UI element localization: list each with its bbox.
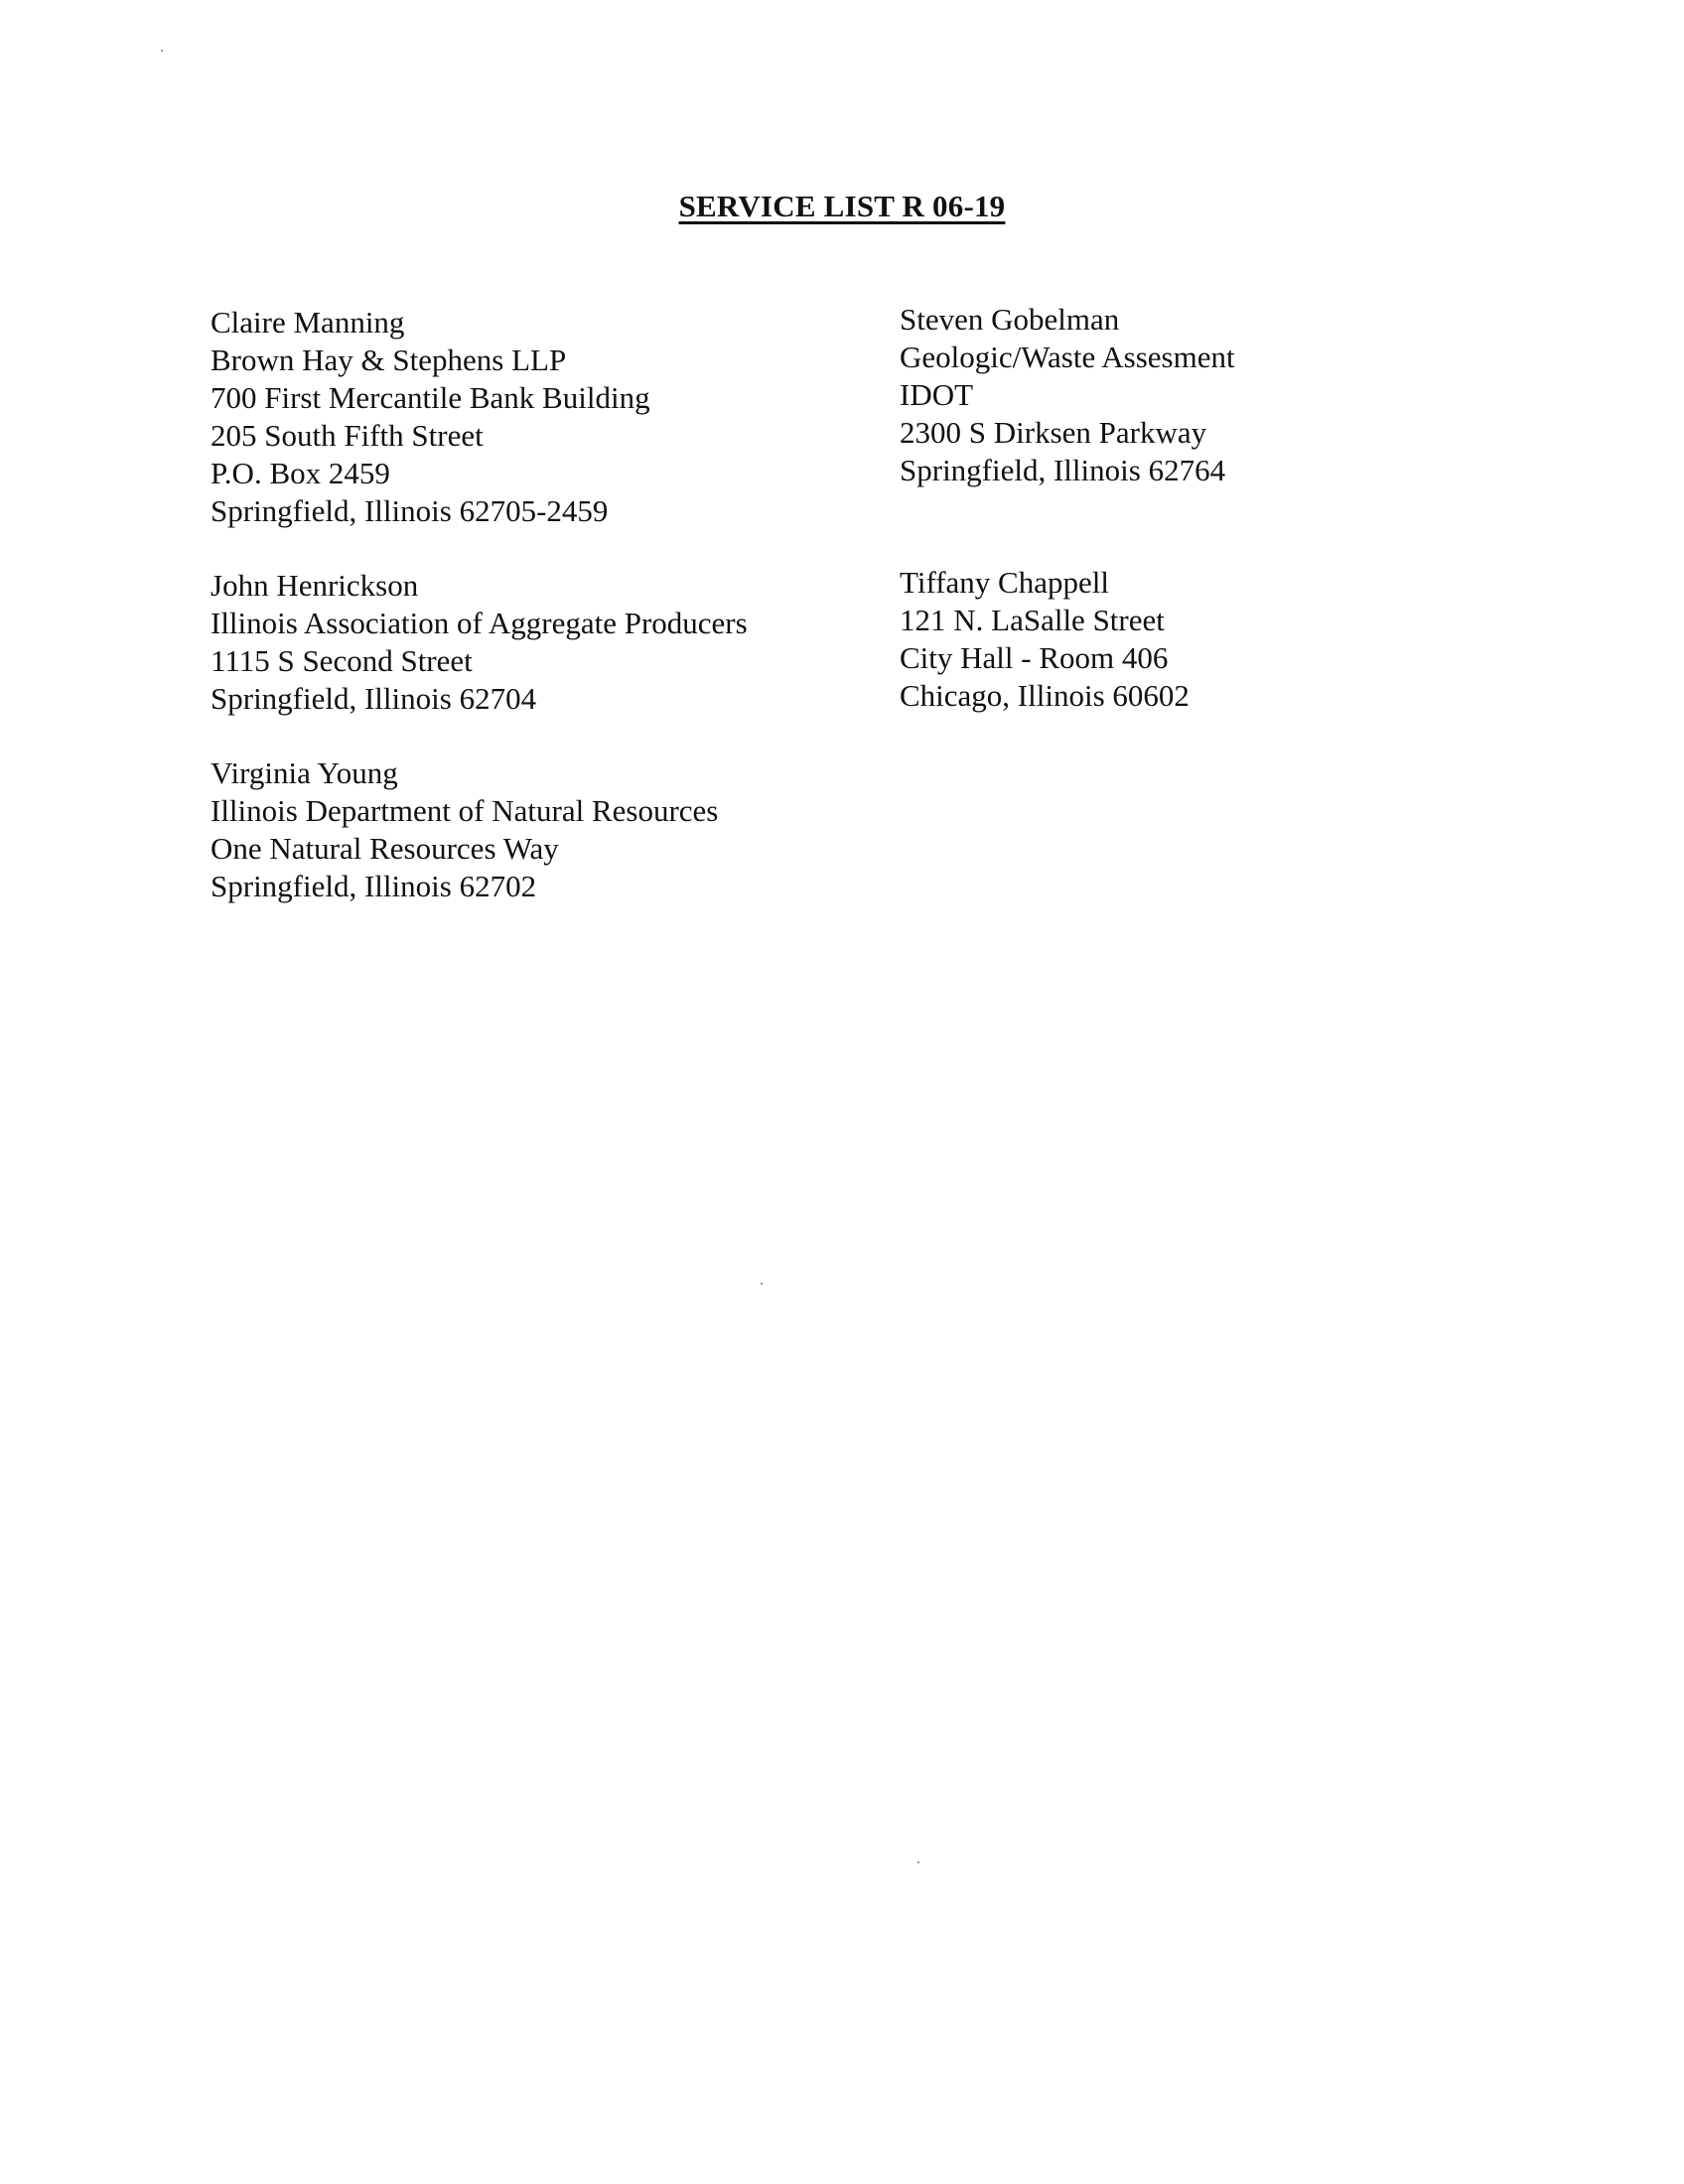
entry-city-line: Springfield, Illinois 62764: [900, 453, 1226, 487]
entry-address-line: 1115 S Second Street: [210, 643, 473, 678]
entry-name: Virginia Young: [210, 755, 398, 790]
service-entry-virginia-young: [210, 754, 718, 905]
scan-speck: [917, 1861, 919, 1863]
entry-city-line: Springfield, Illinois 62704: [210, 681, 537, 716]
entry-organization: IDOT: [900, 377, 974, 412]
service-entry-claire-manning: [210, 304, 650, 530]
entry-city-line: Springfield, Illinois 62705-2459: [210, 493, 609, 528]
entry-address-line: 205 South Fifth Street: [210, 418, 484, 453]
entry-city-line: Springfield, Illinois 62702: [210, 869, 537, 903]
entry-address-line: City Hall - Room 406: [900, 640, 1169, 675]
entry-name: Steven Gobelman: [900, 302, 1120, 337]
entry-city-line: Chicago, Illinois 60602: [900, 678, 1190, 713]
entry-organization: Brown Hay & Stephens LLP: [210, 342, 567, 377]
scan-speck: [161, 50, 163, 52]
service-entry-steven-gobelman: [900, 301, 1235, 489]
entry-organization: Illinois Department of Natural Resources: [210, 793, 719, 828]
service-entry-john-henrickson: [210, 567, 748, 718]
entry-address-line: 121 N. LaSalle Street: [900, 603, 1165, 637]
entry-address-line: P.O. Box 2459: [210, 456, 390, 490]
entry-name: Claire Manning: [210, 305, 405, 340]
page-title: SERVICE LIST R 06-19: [678, 189, 1006, 223]
service-entry-tiffany-chappell: [900, 564, 1190, 715]
scan-speck: [761, 1283, 763, 1285]
entry-address-line: One Natural Resources Way: [210, 831, 559, 866]
entry-organization: Illinois Association of Aggregate Producers: [210, 606, 748, 640]
entry-address-line: 2300 S Dirksen Parkway: [900, 415, 1207, 450]
entry-name: John Henrickson: [210, 568, 419, 603]
entry-address-line: 700 First Mercantile Bank Building: [210, 380, 650, 415]
entry-organization: Geologic/Waste Assesment: [900, 340, 1235, 374]
entry-name: Tiffany Chappell: [900, 565, 1109, 600]
